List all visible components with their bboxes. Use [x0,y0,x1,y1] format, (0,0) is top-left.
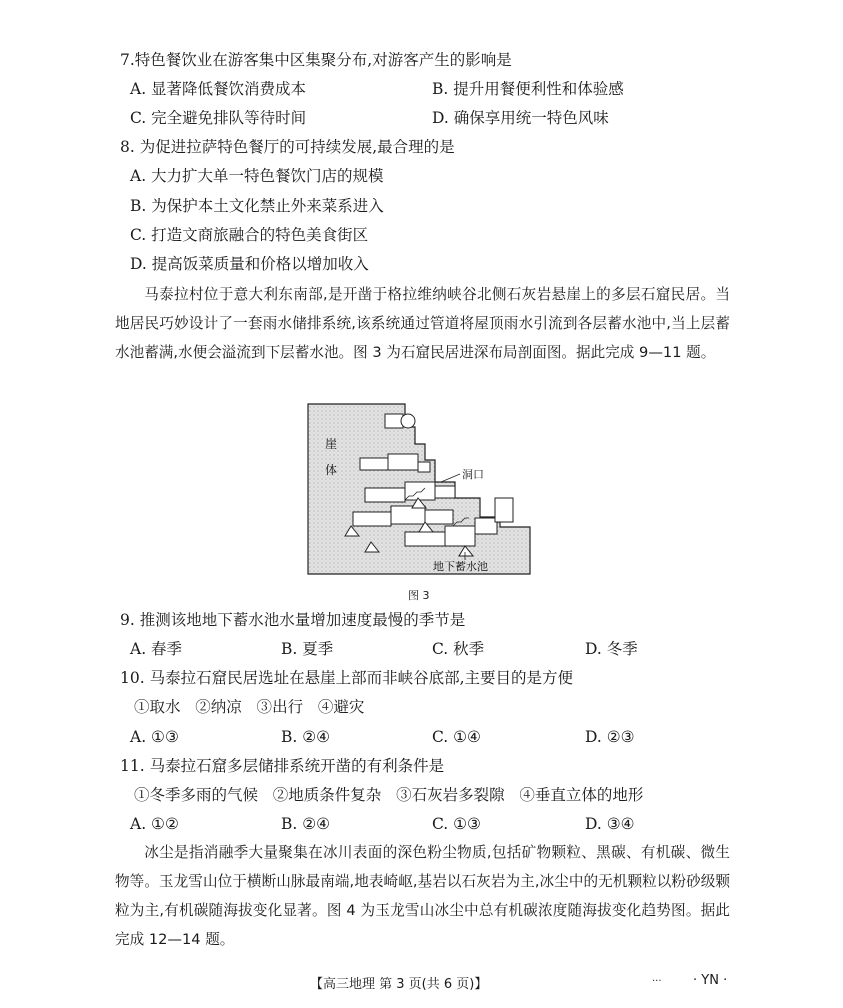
question-11-items: ①冬季多雨的气候 ②地质条件复杂 ③石灰岩多裂隙 ④垂直立体的地形 [134,786,644,804]
question-10-option-a: A. ①③ [130,728,179,746]
question-8-option-b: B. 为保护本土文化禁止外来菜系进入 [130,197,384,215]
figure-label-cave-entrance: 洞口 [462,468,484,481]
question-7-stem: 7.特色餐饮业在游客集中区集聚分布,对游客产生的影响是 [120,51,512,69]
page-footer: 【高三地理 第 3 页(共 6 页)】 [310,977,488,992]
footer-mark: · YN · [693,973,728,988]
figure-label-cliff-2: 体 [325,463,338,477]
question-9-option-b: B. 夏季 [281,640,334,658]
question-7-option-a: A. 显著降低餐饮消费成本 [130,80,307,98]
question-9-option-d: D. 冬季 [585,640,638,658]
question-11-option-a: A. ①② [130,815,179,833]
question-10-stem: 10. 马泰拉石窟民居选址在悬崖上部而非峡谷底部,主要目的是方便 [120,669,574,687]
question-10-option-b: B. ②④ [281,728,331,746]
question-10-option-c: C. ①④ [432,728,481,746]
passage-matera: 马泰拉村位于意大利东南部,是开凿于格拉维纳峡谷北侧石灰岩悬崖上的多层石窟民居。当地居民巧妙设计了一套雨水储排系统,该系统通过管道将屋顶雨水引流到各层蓄水池中,当上层蓄水池蓄满,水便会溢流到下层蓄水池。图 3 为石窟民居进深布局剖面图。据此完成 9—11 题。 [115,286,730,361]
figure-3-caption: 图 3 [408,589,430,602]
passage-ice-dust: 冰尘是指消融季大量聚集在冰川表面的深色粉尘物质,包括矿物颗粒、黑碳、有机碳、微生物等。玉龙雪山位于横断山脉最南端,地表崎岖,基岩以石灰岩为主,冰尘中的无机颗粒以粉砂级颗粒为主,有机碳随海拔变化显著。图 4 为玉龙雪山冰尘中总有机碳浓度随海拔变化趋势图。据此完成 12—14 题。 [115,844,730,948]
question-7-option-d: D. 确保享用统一特色风味 [432,109,609,127]
question-11-option-c: C. ①③ [432,815,481,833]
question-9-option-c: C. 秋季 [432,640,485,658]
figure-3-diagram [305,402,535,578]
question-8-option-c: C. 打造文商旅融合的特色美食街区 [130,226,369,244]
question-9-stem: 9. 推测该地地下蓄水池水量增加速度最慢的季节是 [120,611,466,629]
question-8-stem: 8. 为促进拉萨特色餐厅的可持续发展,最合理的是 [120,138,455,156]
figure-label-underground-pool: 地下蓄水池 [433,560,488,573]
question-7-option-b: B. 提升用餐便利性和体验感 [432,80,624,98]
figure-label-cliff-1: 崖 [325,437,338,451]
question-11-stem: 11. 马泰拉石窟多层储排系统开凿的有利条件是 [120,757,445,775]
question-10-items: ①取水 ②纳凉 ③出行 ④避灾 [134,698,365,716]
question-9-option-a: A. 春季 [130,640,183,658]
footer-dots: ... [652,973,662,984]
question-10-option-d: D. ②③ [585,728,635,746]
question-7-option-c: C. 完全避免排队等待时间 [130,109,307,127]
question-8-option-d: D. 提高饭菜质量和价格以增加收入 [130,255,369,273]
question-8-option-a: A. 大力扩大单一特色餐饮门店的规模 [130,167,384,185]
question-11-option-b: B. ②④ [281,815,331,833]
question-11-option-d: D. ③④ [585,815,635,833]
